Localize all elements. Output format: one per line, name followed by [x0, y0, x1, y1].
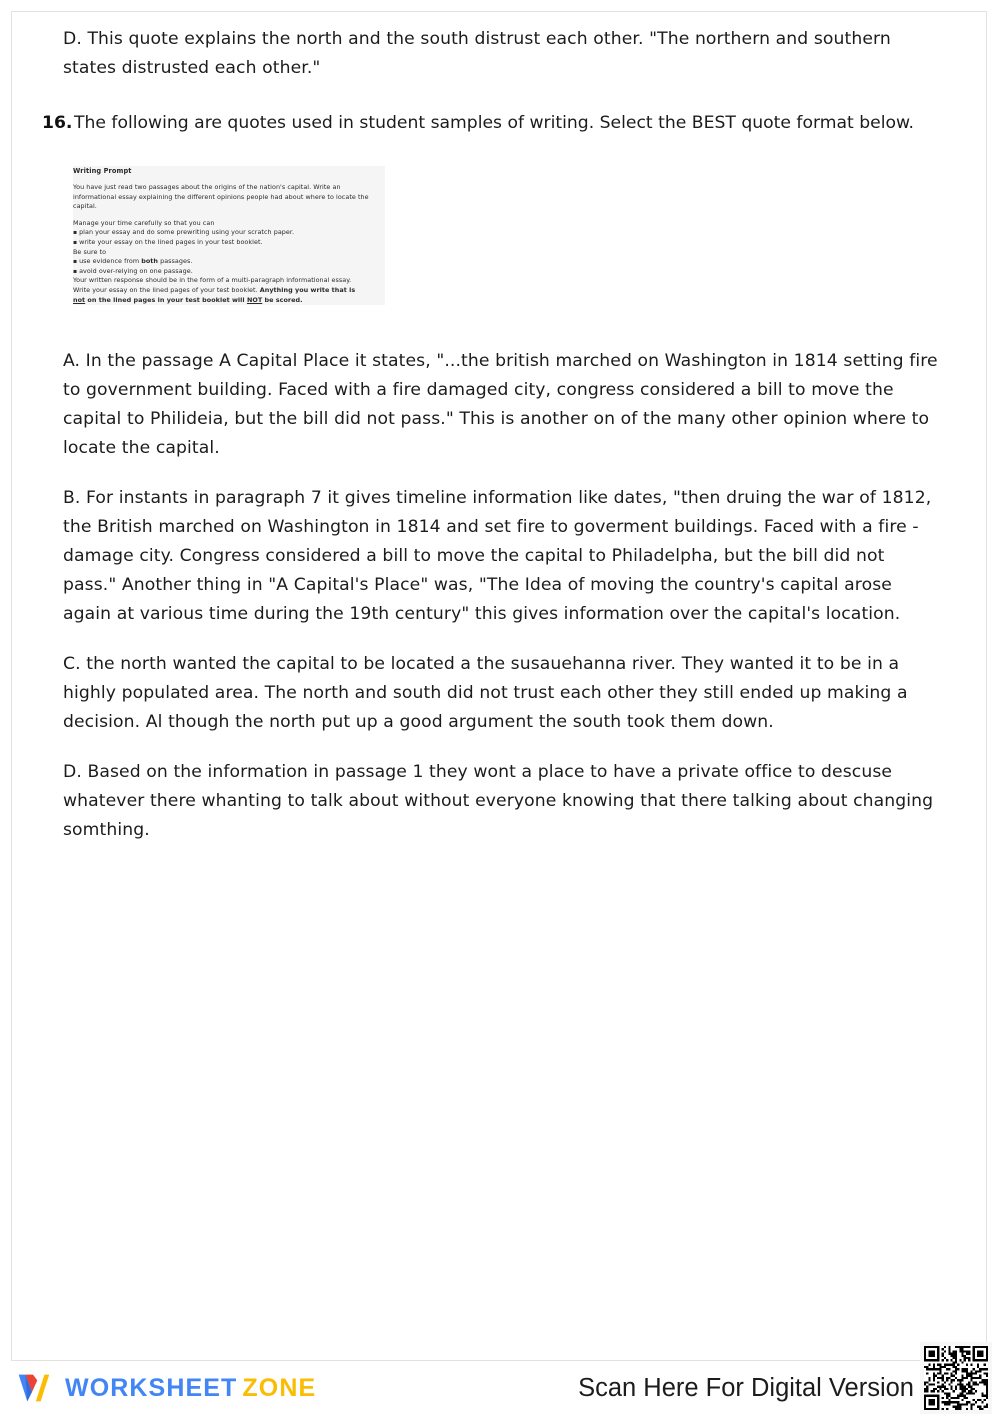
writing-prompt-intro: You have just read two passages about the origins of the nation's capital. Write an informational essay explaining the different opinions people had about where to locate the capital. [73, 183, 369, 211]
answer-option-a[interactable]: A. In the passage A Capital Place it states, "...the british marched on Washington in 1814 setting fire to government building. Faced with a fire damaged city, congress considered a bill to move the capital to Philideia, but the bill did not pass." This is another on of the many other opinion where to locate the capital. [63, 351, 938, 459]
writing-prompt-closing-2-plain: Write your essay on the lined pages of your test booklet. [73, 285, 260, 294]
scan-callout [578, 1364, 992, 1414]
writing-prompt-bullet-2: write your essay on the lined pages in your test booklet. [79, 237, 263, 246]
brand-name-primary: WORKSHEET [65, 1373, 238, 1402]
answer-options-list [63, 347, 943, 845]
writing-prompt-be-sure-line: Be sure to [73, 247, 107, 256]
previous-question-tail-paragraph: D. This quote explains the north and the south distrust each other. "The northern and southern states distrusted each other." [63, 29, 891, 78]
writing-prompt-closing-1: Your written response should be in the form of a multi-paragraph informational essay. [73, 276, 352, 285]
answer-option-b[interactable]: B. For instants in paragraph 7 it gives timeline information like dates, "then druing the war of 1812, the British marched on Washington in 1814 and set fire to goverment buildings. Faced with a fire - damage city. Congress considered a bill to move the capital to Philadelpha, but the bill did not pass." Another thing in "A Capital's Place" was, "The Idea of moving the country's capital arose again at various time during the 19th century" this gives information over the capital's location. [63, 488, 932, 625]
qr-code-graphic [924, 1346, 988, 1410]
writing-prompt-bullet-3-post: passages. [158, 257, 193, 266]
writing-prompt-closing-2-bold: Anything you write that is [259, 285, 356, 294]
writing-prompt-closing-3-end: be scored. [262, 295, 303, 304]
scan-here-label: Scan Here For Digital Version [578, 1374, 914, 1403]
question-prompt-text: The following are quotes used in student samples of writing. Select the BEST quote format below. [74, 113, 914, 133]
writing-prompt-bullet-3-emphasis: both [141, 257, 159, 266]
page-footer [0, 1364, 1000, 1414]
question-16 [42, 109, 943, 138]
writing-prompt-closing-3-mid: on the lined pages in your test booklet will [85, 295, 247, 304]
page-content [42, 25, 943, 845]
writing-prompt-bullet-4: avoid over-relying on one passage. [79, 266, 193, 275]
writing-prompt-manage-line: Manage your time carefully so that you can [73, 218, 215, 227]
qr-code-icon[interactable] [920, 1342, 992, 1414]
worksheet-zone-logo-icon [12, 1367, 54, 1409]
answer-option-d[interactable]: D. Based on the information in passage 1 they wont a place to have a private office to descuse whatever there whanting to talk about without everyone knowing that there talking about changing somthing. [63, 762, 934, 841]
writing-prompt-figure [73, 166, 385, 305]
writing-prompt-body [73, 183, 385, 305]
brand-name-secondary: ZONE [242, 1373, 317, 1402]
writing-prompt-title: Writing Prompt [73, 167, 132, 175]
writing-prompt-bullet-3-pre: use evidence from [79, 257, 142, 266]
writing-prompt-closing-3-not: not [73, 295, 86, 304]
question-number: 16. [42, 113, 73, 133]
brand-wordmark [65, 1373, 317, 1402]
writing-prompt-closing-3-not-caps: NOT [246, 295, 263, 304]
brand-logo[interactable] [12, 1367, 316, 1409]
answer-option-c[interactable]: C. the north wanted the capital to be located a the susauehanna river. They wanted it to be in a highly populated area. The north and south did not trust each other they still ended up making a decision. Al though the north put up a good argument the south took them down. [63, 654, 908, 733]
writing-prompt-spacer [73, 212, 385, 219]
writing-prompt-bullet-1: plan your essay and do some prewriting using your scratch paper. [79, 228, 295, 237]
worksheet-page [11, 11, 987, 1361]
